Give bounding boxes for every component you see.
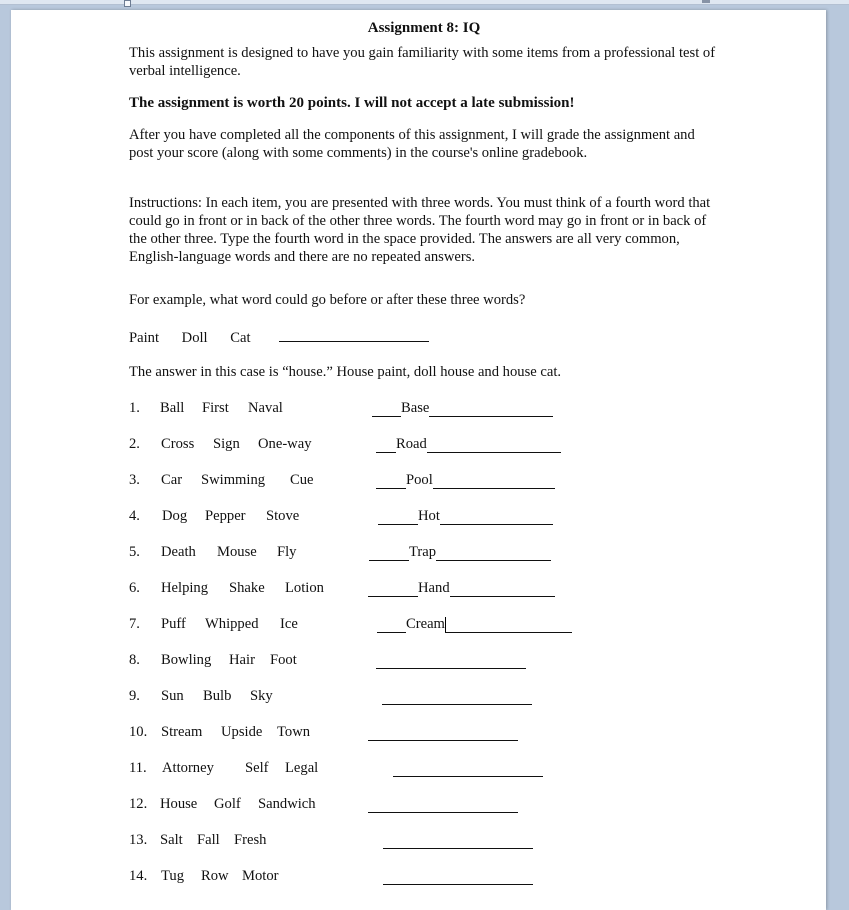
item-number: 6. (129, 580, 140, 596)
answer-field[interactable] (376, 435, 561, 452)
example-answer: The answer in this case is “house.” House paint, doll house and house cat. (129, 364, 562, 380)
item-word: Helping (161, 580, 209, 596)
example-word: Cat (230, 330, 251, 346)
answer-field[interactable] (368, 579, 555, 596)
answer-underline (377, 615, 406, 633)
item-word: Legal (285, 760, 319, 776)
item-number: 8. (129, 652, 140, 668)
item-row (129, 543, 719, 563)
item-word: Shake (229, 580, 265, 596)
answer-text[interactable]: Cream (406, 616, 445, 632)
item-word: Naval (248, 400, 283, 416)
item-word: Dog (162, 508, 188, 524)
item-word: Fall (197, 832, 220, 848)
answer-field[interactable] (368, 795, 518, 813)
example-blank (279, 327, 429, 342)
page-title: Assignment 8: IQ (367, 20, 481, 36)
item-row (129, 759, 719, 779)
item-number: 13. (129, 832, 148, 848)
answer-text[interactable]: Hand (418, 580, 450, 596)
item-word: Fly (277, 544, 297, 560)
item-word: Bowling (161, 652, 212, 668)
item-word: Sandwich (258, 796, 316, 812)
item-word: Puff (161, 616, 186, 632)
answer-underline (445, 615, 572, 633)
item-number: 12. (129, 796, 148, 812)
left-indent-marker[interactable] (124, 0, 131, 7)
item-word: Hair (229, 652, 255, 668)
item-word: Lotion (285, 580, 324, 596)
item-word: Stove (266, 508, 300, 524)
item-row (129, 615, 719, 635)
answer-underline (427, 435, 561, 453)
item-row (129, 579, 719, 599)
item-number: 14. (129, 868, 148, 884)
item-number: 4. (129, 508, 140, 524)
item-number: 5. (129, 544, 140, 560)
item-word: Car (161, 472, 183, 488)
item-word: Mouse (217, 544, 257, 560)
answer-field[interactable] (383, 867, 533, 885)
example-word: Paint (129, 330, 159, 346)
item-row (129, 687, 719, 707)
answer-underline (440, 507, 553, 525)
item-number: 11. (129, 760, 147, 776)
item-word: House (160, 796, 198, 812)
instructions-paragraph: Instructions: In each item, you are presented with three words. You must think of a fourth word that could go in front or in back of the other three words. The fourth word may go in front or in back of the other three. Type the fourth word in the space provided. The answers are all very common, English-language words and there are no repeated answers. (129, 195, 711, 265)
item-word: Ball (160, 400, 185, 416)
item-word: Self (245, 760, 269, 776)
answer-field[interactable] (369, 543, 551, 560)
answer-field[interactable] (377, 615, 572, 632)
answer-underline (378, 507, 418, 525)
answer-underline (376, 435, 396, 453)
answer-field[interactable] (378, 507, 553, 524)
example-word: Doll (181, 330, 208, 346)
answer-underline (429, 399, 553, 417)
answer-field[interactable] (376, 651, 526, 669)
example-prompt: For example, what word could go before or after these three words? (129, 292, 526, 308)
item-word: Sign (213, 436, 240, 452)
right-indent-marker[interactable] (702, 0, 710, 3)
item-row (129, 651, 719, 671)
answer-field[interactable] (372, 399, 553, 416)
item-word: One-way (258, 436, 312, 452)
example-row (129, 327, 448, 347)
item-word: Stream (161, 724, 203, 740)
item-word: Tug (161, 868, 184, 884)
item-word: Ice (280, 616, 298, 632)
item-number: 9. (129, 688, 140, 704)
item-word: Golf (214, 796, 241, 812)
item-word: Death (161, 544, 196, 560)
item-word: Town (277, 724, 311, 740)
answer-underline (368, 579, 418, 597)
worth-paragraph: The assignment is worth 20 points. I will not accept a late submission! (129, 95, 575, 111)
intro-paragraph: This assignment is designed to have you gain familiarity with some items from a professional test of verbal intelligence. (129, 45, 716, 79)
item-row (129, 507, 719, 527)
grading-paragraph: After you have completed all the components of this assignment, I will grade the assignment and post your score (along with some comments) in the course's online gradebook. (129, 127, 695, 161)
item-word: First (202, 400, 229, 416)
item-word: Foot (270, 652, 297, 668)
answer-underline (436, 543, 551, 561)
item-number: 3. (129, 472, 140, 488)
answer-underline (372, 399, 401, 417)
answer-field[interactable] (382, 687, 532, 705)
item-word: Cross (161, 436, 195, 452)
item-word: Bulb (203, 688, 232, 704)
answer-underline (376, 471, 406, 489)
answer-text[interactable]: Road (396, 436, 427, 452)
horizontal-ruler[interactable] (0, 0, 849, 5)
answer-field[interactable] (393, 759, 543, 777)
item-word: Cue (290, 472, 314, 488)
item-word: Motor (242, 868, 279, 884)
item-word: Swimming (201, 472, 266, 488)
answer-field[interactable] (376, 471, 555, 488)
document-page[interactable] (11, 10, 826, 910)
item-word: Whipped (205, 616, 259, 632)
item-word: Upside (221, 724, 263, 740)
item-word: Attorney (162, 760, 214, 776)
item-row (129, 795, 719, 815)
item-row (129, 723, 719, 743)
item-row (129, 471, 719, 491)
answer-field[interactable] (368, 723, 518, 741)
item-word: Sky (250, 688, 273, 704)
answer-text[interactable]: Base (401, 400, 430, 416)
item-row (129, 435, 719, 455)
answer-underline (433, 471, 555, 489)
item-word: Fresh (234, 832, 267, 848)
text-cursor (445, 617, 446, 632)
answer-text[interactable]: Trap (409, 544, 437, 560)
item-word: Row (201, 868, 229, 884)
answer-underline (369, 543, 409, 561)
item-word: Salt (160, 832, 183, 848)
answer-field[interactable] (383, 831, 533, 849)
item-number: 1. (129, 400, 140, 416)
item-number: 7. (129, 616, 140, 632)
answer-underline (450, 579, 555, 597)
item-row (129, 867, 719, 887)
item-number: 10. (129, 724, 148, 740)
item-word: Sun (161, 688, 184, 704)
item-row (129, 399, 719, 419)
item-row (129, 831, 719, 851)
item-word: Pepper (205, 508, 246, 524)
item-number: 2. (129, 436, 140, 452)
answer-text[interactable]: Pool (406, 472, 433, 488)
answer-text[interactable]: Hot (418, 508, 440, 524)
